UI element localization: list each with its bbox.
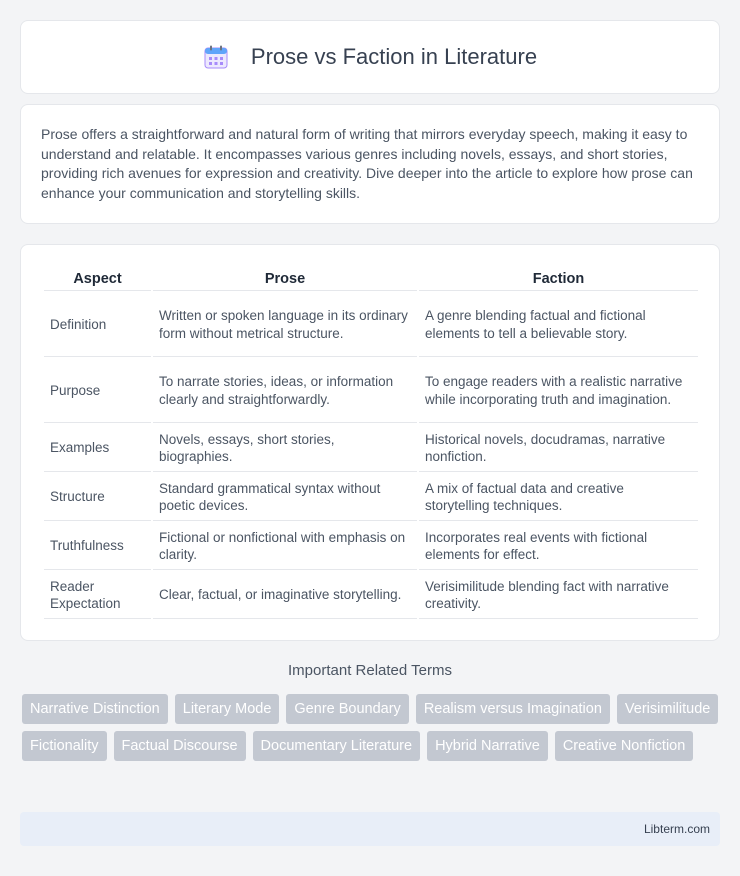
table-row	[44, 572, 698, 619]
cell-faction: A mix of factual data and creative storytelling techniques.	[419, 474, 698, 521]
cell-faction: Verisimilitude blending fact with narrative creativity.	[419, 572, 698, 619]
term-tag[interactable]: Fictionality	[22, 731, 107, 761]
page-header	[20, 20, 720, 94]
cell-aspect: Definition	[44, 293, 151, 357]
cell-prose: Clear, factual, or imaginative storytelling.	[153, 572, 417, 619]
cell-faction: Incorporates real events with fictional elements for effect.	[419, 523, 698, 570]
header-faction: Faction	[419, 267, 698, 291]
footer-brand[interactable]: Libterm.com	[643, 822, 710, 836]
table-row	[44, 293, 698, 357]
term-tag[interactable]: Hybrid Narrative	[427, 731, 548, 761]
term-tag[interactable]: Literary Mode	[175, 694, 280, 724]
cell-aspect: Examples	[44, 425, 151, 472]
comparison-card	[20, 244, 720, 641]
term-tag[interactable]: Genre Boundary	[286, 694, 408, 724]
calendar-icon	[203, 44, 229, 70]
cell-aspect: Truthfulness	[44, 523, 151, 570]
cell-prose: To narrate stories, ideas, or information clearly and straightforwardly.	[153, 359, 417, 423]
table-row	[44, 474, 698, 521]
cell-aspect: Reader Expectation	[44, 572, 151, 619]
table-row	[44, 359, 698, 423]
table-header-row	[44, 267, 698, 291]
cell-faction: A genre blending factual and fictional elements to tell a believable story.	[419, 293, 698, 357]
cell-prose: Written or spoken language in its ordinary form without metrical structure.	[153, 293, 417, 357]
cell-faction: Historical novels, docudramas, narrative nonfiction.	[419, 425, 698, 472]
related-terms-title: Important Related Terms	[288, 662, 452, 679]
term-tag[interactable]: Documentary Literature	[253, 731, 421, 761]
cell-aspect: Structure	[44, 474, 151, 521]
term-tag[interactable]: Realism versus Imagination	[416, 694, 610, 724]
page-title: Prose vs Faction in Literature	[250, 44, 538, 69]
related-terms-list	[22, 694, 722, 761]
cell-aspect: Purpose	[44, 359, 151, 423]
intro-card	[20, 104, 720, 224]
intro-text: Prose offers a straightforward and natural form of writing that mirrors everyday speech, making it easy to understand and relatable. It encompasses various genres including novels, essays, and short stories, providing rich avenues for expression and creativity. Dive deeper into the article to explore how prose can enhance your communication and storytelling skills.	[41, 126, 693, 201]
table-row	[44, 523, 698, 570]
term-tag[interactable]: Creative Nonfiction	[555, 731, 694, 761]
term-tag[interactable]: Factual Discourse	[114, 731, 246, 761]
cell-faction: To engage readers with a realistic narrative while incorporating truth and imagination.	[419, 359, 698, 423]
table-row	[44, 425, 698, 472]
header-aspect: Aspect	[44, 267, 151, 291]
cell-prose: Standard grammatical syntax without poetic devices.	[153, 474, 417, 521]
term-tag[interactable]: Verisimilitude	[617, 694, 718, 724]
footer	[20, 812, 720, 846]
cell-prose: Fictional or nonfictional with emphasis on clarity.	[153, 523, 417, 570]
header-prose: Prose	[153, 267, 417, 291]
cell-prose: Novels, essays, short stories, biographies.	[153, 425, 417, 472]
term-tag[interactable]: Narrative Distinction	[22, 694, 168, 724]
comparison-table	[42, 265, 700, 621]
